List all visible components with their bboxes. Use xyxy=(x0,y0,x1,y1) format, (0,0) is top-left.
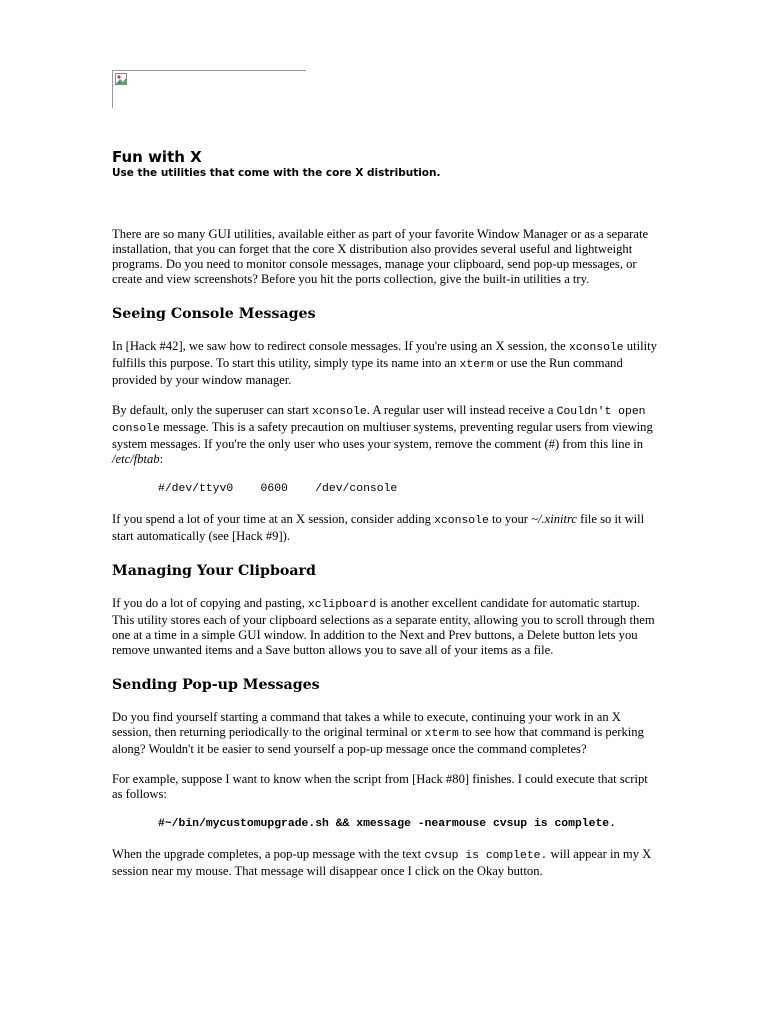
broken-image-icon xyxy=(115,73,127,85)
text: By default, only the superuser can start xyxy=(112,403,313,417)
file-path: ~/.xinitrc xyxy=(531,512,578,526)
text: or use the Run command provided by your window manager. xyxy=(112,356,623,387)
inline-code: xconsole xyxy=(312,406,367,418)
text: file so it will start automatically (see [Hack #9]). xyxy=(112,512,645,543)
inline-code: Couldn't open console xyxy=(112,406,646,435)
inline-code: xterm xyxy=(459,359,494,371)
inline-code: xconsole xyxy=(568,342,624,354)
section-heading-console: Seeing Console Messages xyxy=(112,306,316,322)
text: will appear in my X session near my mouse. That message will disappear once I click on the Okay button. xyxy=(112,847,652,878)
section-heading-popup: Sending Pop-up Messages xyxy=(112,677,320,693)
text: In [Hack #42], we saw how to redirect console messages. If you're using an X session, the xyxy=(112,339,569,353)
code-block: #/dev/ttyv0 0600 /dev/console xyxy=(158,483,398,495)
inline-code: xclipboard xyxy=(307,599,377,611)
text: Do you find yourself starting a command that takes a while to execute, continuing your work in an X session, then returning periodically to the original terminal or xyxy=(112,710,621,739)
section-heading-clipboard: Managing Your Clipboard xyxy=(112,563,316,579)
article-body xyxy=(112,227,657,894)
paragraph xyxy=(112,512,657,544)
text: : xyxy=(159,452,164,466)
inline-code: xconsole xyxy=(434,515,489,527)
file-path: /etc/fbtab xyxy=(112,452,160,466)
paragraph xyxy=(112,339,657,388)
text: to see how that command is perking along? Wouldn't it be easier to send yourself a pop-up message once the command completes? xyxy=(112,725,644,756)
paragraph: For example, suppose I want to know when the script from [Hack #80] finishes. I could execute that script as follows: xyxy=(112,772,648,801)
text: utility fulfills this purpose. To start this utility, simply type its name into an xyxy=(112,339,657,370)
text: is another excellent candidate for automatic startup. This utility stores each of your clipboard selections as a separate entity, allowing you to scroll through them one at a time in a simple GUI window. In addition to the Next and Prev buttons, a Delete button lets you remove unwanted items and a Save button allows you to save all of your items as a file. xyxy=(112,596,655,657)
paragraph xyxy=(112,710,657,757)
text: If you spend a lot of your time at an X session, consider adding xyxy=(112,512,435,526)
broken-image-placeholder xyxy=(112,70,306,108)
inline-code: cvsup is complete. xyxy=(424,850,548,862)
text: to your xyxy=(488,512,532,526)
paragraph xyxy=(112,403,657,467)
inline-code: xterm xyxy=(424,728,459,740)
text: message. This is a safety precaution on multiuser systems, preventing regular users from viewing system messages. If you're the only user who uses your system, remove the comment (#) from this line in xyxy=(112,420,653,451)
paragraph xyxy=(112,596,657,658)
intro-paragraph: There are so many GUI utilities, available either as part of your favorite Window Manager or as a separate installation, that you can forget that the core X distribution also provides several useful and lightweight programs. Do you need to monitor console messages, manage your clipboard, send pop-up messages, or create and view screenshots? Before you hit the ports collection, give the built-in utilities a try. xyxy=(112,227,649,286)
paragraph xyxy=(112,847,657,879)
text: When the upgrade completes, a pop-up message with the text xyxy=(112,847,425,861)
page-subtitle: Use the utilities that come with the core X distribution. xyxy=(112,167,441,179)
text: . A regular user will instead receive a xyxy=(366,403,557,417)
text: If you do a lot of copying and pasting, xyxy=(112,596,308,610)
command-block: #~/bin/mycustomupgrade.sh && xmessage -nearmouse cvsup is complete. xyxy=(158,818,616,830)
page-title: Fun with X xyxy=(112,148,202,166)
